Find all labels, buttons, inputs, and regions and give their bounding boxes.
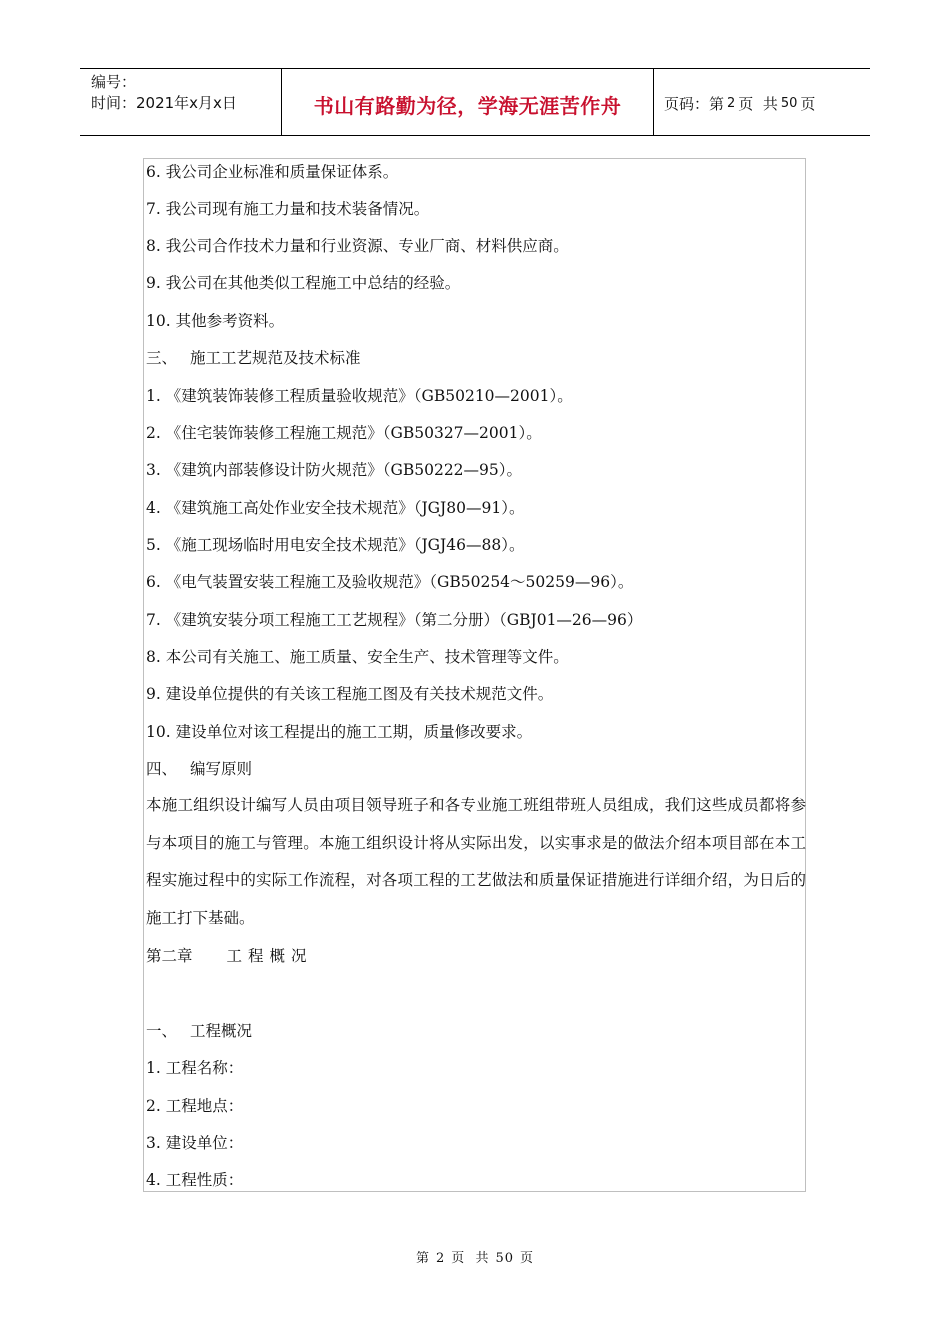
list-item: 6. 我公司企业标准和质量保证体系。 (146, 163, 399, 181)
section-number: 三、 (146, 349, 178, 367)
page-footer (0, 1247, 950, 1266)
project-field: 2. 工程地点： (146, 1097, 244, 1115)
page-header (80, 68, 870, 136)
standard-item: 5. 《施工现场临时用电安全技术规范》（JGJ46—88）。 (146, 536, 525, 554)
section-number: 四、 (146, 760, 178, 778)
standard-item: 4. 《建筑施工高处作业安全技术规范》（JGJ80—91）。 (146, 499, 525, 517)
chapter-number: 第二章 (146, 947, 193, 965)
standard-item: 2. 《住宅装饰装修工程施工规范》（GB50327—2001）。 (146, 424, 542, 442)
header-page-number (654, 69, 870, 135)
standard-item: 10. 建设单位对该工程提出的施工工期，质量修改要求。 (146, 723, 533, 741)
project-field: 3. 建设单位： (146, 1134, 244, 1152)
header-motto: 书山有路勤为径，学海无涯苦作舟 (281, 69, 654, 135)
principle-paragraph: 本施工组织设计编写人员由项目领导班子和各专业施工班组带班人员组成，我们这些成员都将参与本项目的施工与管理。本施工组织设计将从实际出发，以实事求是的做法介绍本项目部在本工程实施过程中的实际工作流程，对各项工程的工艺做法和质量保证措施进行详细介绍，为日后的施工打下基础。 (146, 796, 806, 927)
chapter-title: 工程概况 (226, 947, 313, 965)
footer-prefix: 第 (415, 1251, 430, 1266)
section-title: 工程概况 (190, 1022, 253, 1040)
list-item: 10. 其他参考资料。 (146, 312, 285, 330)
section-title: 施工工艺规范及技术标准 (190, 349, 361, 367)
list-item: 8. 我公司合作技术力量和行业资源、专业厂商、材料供应商。 (146, 237, 569, 255)
page-total: 50 (780, 95, 798, 111)
content-box (143, 158, 806, 1192)
header-info (80, 69, 281, 135)
standard-item: 8. 本公司有关施工、施工质量、安全生产、技术管理等文件。 (146, 648, 569, 666)
page-current: 2 (727, 95, 736, 111)
project-field: 1. 工程名称： (146, 1059, 244, 1077)
footer-suffix: 页 (520, 1251, 535, 1266)
list-item: 9. 我公司在其他类似工程施工中总结的经验。 (146, 274, 461, 292)
standard-item: 6. 《电气装置安装工程施工及验收规范》（GB50254～50259—96）。 (146, 573, 634, 591)
standard-item: 7. 《建筑安装分项工程施工工艺规程》（第二分册）（GBJ01—26—96） (146, 611, 643, 629)
section-heading-3 (146, 348, 361, 368)
page-suffix: 页 (800, 94, 816, 113)
page-prefix: 页码：第 (664, 94, 725, 113)
footer-current: 2 (435, 1251, 446, 1266)
standard-item: 1. 《建筑装饰装修工程质量验收规范》（GB50210—2001）。 (146, 387, 573, 405)
footer-mid: 页 共 (451, 1251, 490, 1266)
document-time: 时间：2021年x月x日 (91, 94, 237, 112)
section-number: 一、 (146, 1022, 178, 1040)
project-field: 4. 工程性质： (146, 1171, 244, 1189)
list-item: 7. 我公司现有施工力量和技术装备情况。 (146, 200, 430, 218)
section-heading-4 (146, 759, 252, 779)
page-mid: 页 共 (738, 94, 778, 113)
chapter-heading (146, 946, 313, 966)
document-number: 编号： (91, 73, 137, 91)
section-title: 编写原则 (190, 760, 253, 778)
standard-item: 3. 《建筑内部装修设计防火规范》（GB50222—95）。 (146, 461, 523, 479)
section-heading-1 (146, 1021, 252, 1041)
footer-total: 50 (495, 1251, 515, 1266)
standard-item: 9. 建设单位提供的有关该工程施工图及有关技术规范文件。 (146, 685, 554, 703)
